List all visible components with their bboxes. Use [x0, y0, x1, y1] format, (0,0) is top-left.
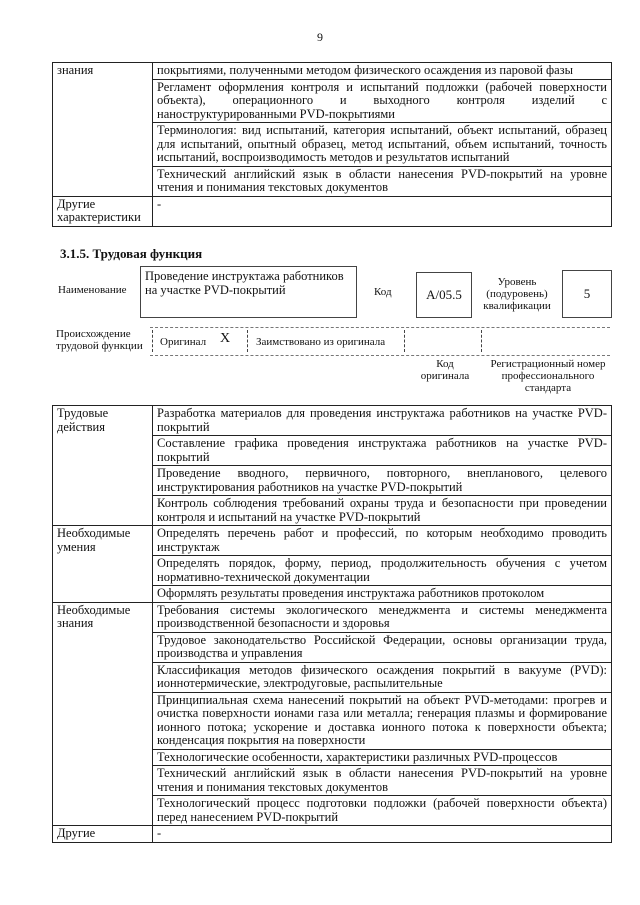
original-mark: X [220, 331, 231, 346]
table-cell: покрытиями, полученными методом физического осаждения из паровой фазы [153, 63, 612, 80]
code-box [416, 272, 472, 318]
dashed-line-bottom [150, 355, 610, 356]
borrowed-label: Заимствовано из оригинала [256, 336, 386, 348]
reg-num-label: Регистрационный номер профессионального стандарта [490, 358, 606, 394]
code-orig-cell [404, 330, 482, 352]
table-cell: Требования системы экологического менеджмента и системы менеджмента производственной безопасности и здоровья [153, 602, 612, 632]
table-cell: - [153, 826, 612, 843]
code-value: А/05.5 [426, 287, 462, 302]
table-cell: Оформлять результаты проведения инструктажа работников протоколом [153, 586, 612, 603]
table-cell: Разработка материалов для проведения инструктажа работников на участке PVD-покрытий [153, 406, 612, 436]
name-label: Наименование [58, 284, 127, 296]
table-cell: Определять порядок, форму, период, продолжительность обучения с учетом нормативно-технической документации [153, 556, 612, 586]
table-cell: Терминология: вид испытаний, категория испытаний, объект испытаний, образец для испытаний, опытный образец, метод испытаний, объем испытаний, точность испытаний, воспроизводимость методов и результатов испытаний [153, 123, 612, 167]
table-cell: Технологический процесс подготовки подложки (рабочей поверхности объекта) перед нанесением PVD-покрытий [153, 796, 612, 826]
origin-label: Происхождение трудовой функции [56, 328, 143, 352]
group-label-actions: Трудовые действия [53, 406, 153, 526]
section-title: 3.1.5. Трудовая функция [60, 246, 203, 261]
level-label: Уровень (подуровень) квалификации [483, 276, 551, 312]
level-box [562, 270, 612, 318]
name-box [140, 266, 357, 318]
row-label-knowledge: знания [53, 63, 153, 197]
table-cell: Технический английский язык в области нанесения PVD-покрытий на уровне чтения и понимания текстовых документов [153, 166, 612, 196]
table-cell: Проведение вводного, первичного, повторного, внепланового, целевого инструктирования работников на участке PVD-покрытий [153, 466, 612, 496]
table-cell: Составление графика проведения инструктажа работников на участке PVD-покрытий [153, 436, 612, 466]
table-cell: Технологические особенности, характеристики различных PVD-процессов [153, 749, 612, 766]
table-cell: - [153, 196, 612, 226]
labor-function-table [52, 405, 612, 843]
row-label-other: Другие характеристики [53, 196, 153, 226]
code-label: Код [374, 286, 392, 298]
table-cell: Технический английский язык в области нанесения PVD-покрытий на уровне чтения и понимания текстовых документов [153, 766, 612, 796]
table-cell: Регламент оформления контроля и испытаний подложки (рабочей поверхности объекта), операционного и выходного контроля изделий с наноструктурированными PVD-покрытиями [153, 79, 612, 123]
table-cell: Трудовое законодательство Российской Федерации, основы организации труда, производства и управления [153, 632, 612, 662]
group-label-knowledge: Необходимые знания [53, 602, 153, 826]
group-label-other: Другие [53, 826, 153, 843]
dashed-line-top [150, 327, 610, 328]
group-label-skills: Необходимые умения [53, 526, 153, 603]
level-value: 5 [583, 286, 591, 301]
original-label: Оригинал [160, 336, 207, 348]
table-cell: Определять перечень работ и профессий, по которым необходимо проводить инструктаж [153, 526, 612, 556]
table-cell: Контроль соблюдения требований охраны труда и безопасности при проведении контроля и испытаний на участке PVD-покрытий [153, 496, 612, 526]
function-name: Проведение инструктажа работников на участке PVD-покрытий [145, 269, 344, 297]
page-number: 9 [317, 30, 323, 44]
table-cell: Принципиальная схема нанесений покрытий на объект PVD-методами: прогрев и очистка поверхности ионами газа или металла; генерация плазмы и формирование ионного потока; ускорение и доставка ионного потока к поверхности объекта; конденсация покрытия на поверхности [153, 692, 612, 749]
table-cell: Классификация методов физического осаждения покрытий в вакууме (PVD): ионнотермические, электродуговые, распылительные [153, 662, 612, 692]
top-knowledge-table [52, 62, 612, 227]
code-orig-label: Код оригинала [420, 358, 470, 382]
